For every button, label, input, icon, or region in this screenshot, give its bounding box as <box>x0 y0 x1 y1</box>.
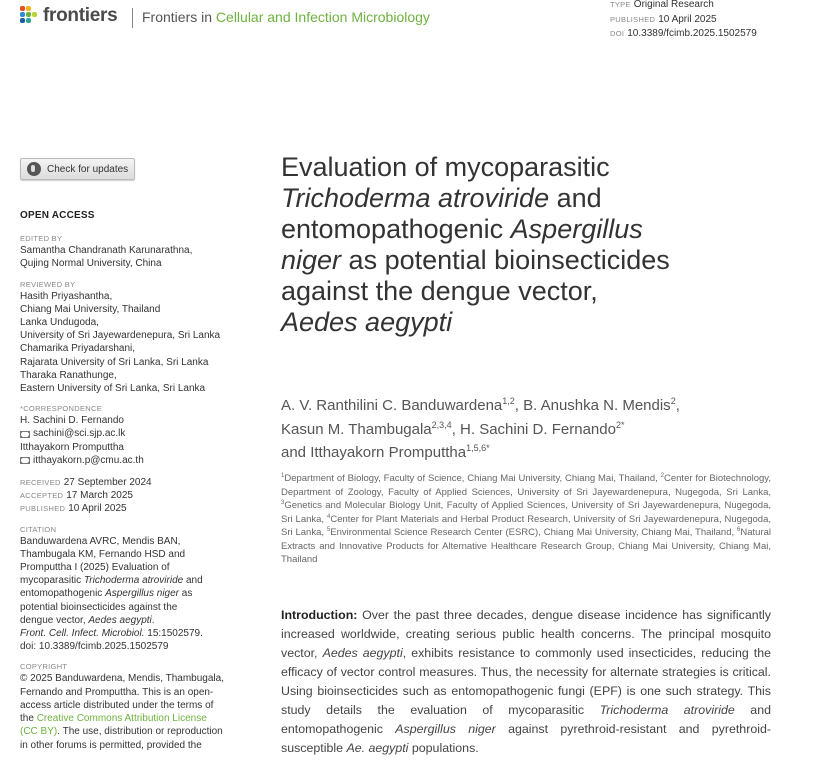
reviewer-line: Chamarika Priyadarshani, <box>20 343 136 355</box>
check-for-updates-button[interactable] <box>20 158 135 180</box>
envelope-icon <box>20 457 30 464</box>
abstract-text: Over the past three decades, dengue disease incidence has significantly increased worldwide, creating serious public health concerns. The principal mosquito vector, <box>281 608 771 660</box>
author-list <box>281 394 781 465</box>
open-access-label: OPEN ACCESS <box>20 210 95 221</box>
affil-text: Genetics and Molecular Biology Unit, Faculty of Applied Sciences, University of Sri Jayewardenepura, Nugegoda, Sri Lanka, <box>281 500 771 525</box>
meta-type-value: Original Research <box>633 0 714 10</box>
affil-number: 1 <box>281 472 285 479</box>
author-affil-sup: 1,5,6* <box>466 443 490 453</box>
reviewer-line: Rajarata University of Sri Lanka, Sri Lanka <box>20 356 209 368</box>
copyright-line <box>20 712 242 725</box>
edited-by-heading: EDITED BY <box>20 234 63 244</box>
frontiers-logo[interactable] <box>20 5 117 27</box>
author-name[interactable]: Kasun M. Thambugala <box>281 420 432 438</box>
citation-line: Thambugala KM, Fernando HSD and <box>20 548 186 560</box>
citation-line <box>20 627 242 640</box>
email-2-text: itthayakorn.p@cmu.ac.th <box>33 454 144 466</box>
reviewed-by-heading: REVIEWED BY <box>20 279 76 289</box>
correspondent-name-1: H. Sachini D. Fernando <box>20 415 124 427</box>
citation-line <box>20 587 242 600</box>
accepted-line <box>20 489 242 502</box>
dates-block <box>20 476 242 516</box>
author-name[interactable]: A. V. Ranthilini C. Banduwardena <box>281 397 503 414</box>
citation-text: entomopathogenic <box>20 588 106 600</box>
header-divider <box>132 8 133 28</box>
author-name[interactable]: and Itthayakorn Promputtha <box>281 444 467 461</box>
citation-journal: Front. Cell. Infect. Microbiol. <box>20 628 145 640</box>
reviewer-line: Tharaka Ranathunge, <box>20 369 117 381</box>
citation-line: Banduwardena AVRC, Mendis BAN, <box>20 535 181 547</box>
abstract-text: and entomopathogenic <box>281 703 771 736</box>
cc-license-link[interactable]: Creative Commons Attribution License <box>36 713 207 725</box>
title-part: Evaluation of mycoparasitic <box>281 152 610 182</box>
author-name[interactable]: , B. Anushka N. Mendis <box>514 397 671 414</box>
copyright-text: . The use, distribution or reproduction <box>57 726 223 738</box>
citation-text: dengue vector, <box>20 614 89 626</box>
copyright-line: access article distributed under the terms of <box>20 699 214 711</box>
received-date: 27 September 2024 <box>63 477 152 489</box>
accepted-date: 17 March 2025 <box>66 490 133 502</box>
abstract-label: Introduction: <box>281 608 358 622</box>
email-1-text: sachini@sci.sjp.ac.lk <box>33 428 126 440</box>
meta-published-value: 10 April 2025 <box>658 13 717 25</box>
author-sep: , <box>675 397 680 414</box>
published-date: 10 April 2025 <box>68 503 127 515</box>
citation-text: and <box>183 575 203 587</box>
meta-type-line <box>610 0 757 13</box>
received-line <box>20 476 242 489</box>
envelope-icon <box>20 431 30 438</box>
frontiers-wordmark: frontiers <box>43 5 118 26</box>
title-part: against the dengue vector, <box>281 276 598 306</box>
citation-species: Aedes aegypti <box>88 614 152 626</box>
meta-published-line <box>610 13 757 28</box>
abstract-text: populations. <box>408 741 479 755</box>
crossmark-icon <box>27 162 41 176</box>
received-label: RECEIVED <box>20 478 61 488</box>
citation-line <box>20 614 242 627</box>
reviewer-line: Hasith Priyashantha, <box>20 290 113 302</box>
meta-type-label: TYPE <box>610 0 631 9</box>
journal-title[interactable] <box>142 9 430 25</box>
citation-line: Promputtha I (2025) Evaluation of <box>20 562 170 574</box>
affil-text: Environmental Science Research Center (ESRC), Chiang Mai University, Chiang Mai, Thailand, <box>330 527 738 538</box>
citation-heading: CITATION <box>20 524 57 534</box>
abstract-species: Trichoderma atroviride <box>599 703 735 717</box>
affil-number: 3 <box>281 499 285 506</box>
citation-line: potential bioinsecticides against the <box>20 601 178 613</box>
abstract-species: Ae. aegypti <box>346 741 409 755</box>
article-sidebar <box>20 209 242 761</box>
published-line <box>20 502 242 515</box>
citation-text: as <box>179 588 193 600</box>
check-for-updates-label: Check for updates <box>47 163 129 175</box>
meta-published-label: PUBLISHED <box>610 14 656 24</box>
affil-number: 5 <box>326 526 331 533</box>
affil-text: Natural Extracts and Innovative Products for Alternative Healthcare Research Group, Chiang Mai University, Chiang Mai, Thailand <box>281 527 771 565</box>
journal-prefix: Frontiers in <box>142 9 213 25</box>
author-name[interactable]: , H. Sachini D. Fernando <box>451 420 616 438</box>
copyright-line: © 2025 Banduwardena, Mendis, Thambugala, <box>20 673 224 685</box>
meta-doi-label: DOI <box>610 29 625 38</box>
affil-number: 4 <box>327 513 331 520</box>
copyright-block <box>20 662 242 751</box>
title-species: Aspergillus <box>510 214 643 244</box>
title-species: Trichoderma atroviride <box>281 183 550 213</box>
title-species: Aedes aegypti <box>281 307 453 337</box>
editor-name: Samantha Chandranath Karunarathna, <box>20 245 193 257</box>
copyright-heading: COPYRIGHT <box>20 662 68 672</box>
citation-species: Trichoderma atroviride <box>83 575 184 587</box>
abstract-text: , exhibits resistance to commonly used insecticides, reducing the efficacy of vector control measures. Thus, the necessity for alternate strategies is critical. Using bioinsecticides such as entomopathogenic fungi (EPF) is one such strategy. This study details the evaluation of mycoparasitic <box>281 646 772 717</box>
affil-text: Department of Biology, Faculty of Science, Chiang Mai University, Chiang Mai, Thailand, <box>284 473 661 484</box>
author-affil-sup: 2,3,4 <box>431 419 452 430</box>
copyright-text: the <box>20 713 37 725</box>
accepted-label: ACCEPTED <box>20 491 64 501</box>
citation-volume: 15:1502579. <box>144 628 203 640</box>
meta-doi-link[interactable]: 10.3389/fcimb.2025.1502579 <box>627 28 757 39</box>
meta-doi-line <box>610 27 757 42</box>
reviewer-line: Chiang Mai University, Thailand <box>20 303 161 315</box>
editor-affiliation: Qujing Normal University, China <box>20 258 162 270</box>
citation-doi[interactable]: doi: 10.3389/fcimb.2025.1502579 <box>20 641 169 653</box>
copyright-line: in other forums is permitted, provided the <box>20 739 202 751</box>
citation-block <box>20 525 242 654</box>
correspondence-heading: *CORRESPONDENCE <box>20 404 103 414</box>
reviewer-line: Eastern University of Sri Lanka, Sri Lanka <box>20 383 206 395</box>
title-part: entomopathogenic <box>281 214 511 244</box>
author-affil-sup: 1,2 <box>502 396 515 406</box>
edited-by-block <box>20 234 242 270</box>
abstract-species: Aspergillus niger <box>395 722 496 736</box>
reviewer-line: University of Sri Jayewardenepura, Sri Lanka <box>20 330 221 342</box>
abstract-species: Aedes aegypti <box>322 646 403 660</box>
correspondent-email-2[interactable] <box>20 454 242 467</box>
affil-text: Center for Plant Materials and Herbal Product Research, University of Sri Jayewardenepura, Nugegoda, Sri Lanka, <box>281 513 772 538</box>
citation-line <box>20 574 242 587</box>
correspondent-name-2: Itthayakorn Promputtha <box>20 441 124 453</box>
reviewer-line: Lanka Undugoda, <box>20 317 99 329</box>
reviewed-by-block <box>20 280 242 396</box>
published-label: PUBLISHED <box>20 504 66 514</box>
copyright-line <box>20 725 242 738</box>
affil-number: 6 <box>737 526 741 533</box>
citation-text: mycoparasitic <box>20 575 84 587</box>
citation-text: . <box>151 614 155 626</box>
frontiers-logo-icon <box>20 6 38 26</box>
affil-text: Center for Biotechnology, Department of Zoology, Faculty of Applied Sciences, University of Sri Jayewardenepura, Nugegoda, Sri Lanka, <box>281 473 771 498</box>
affil-number: 2 <box>660 472 664 479</box>
author-affil-sup: 2 <box>670 396 676 406</box>
citation-species: Aspergillus niger <box>105 588 180 600</box>
copyright-line: Fernando and Promputtha. This is an open- <box>20 686 214 698</box>
article-meta <box>610 0 757 42</box>
abstract-introduction <box>281 606 771 758</box>
title-part: and <box>549 183 602 213</box>
correspondence-block <box>20 404 242 467</box>
author-affil-sup: 2* <box>615 419 625 430</box>
cc-by-link[interactable]: (CC BY) <box>20 726 58 738</box>
title-species: niger <box>281 245 342 275</box>
affiliations <box>281 472 771 567</box>
correspondent-email-1[interactable] <box>20 427 242 440</box>
article-title <box>281 152 781 338</box>
title-part: as potential bioinsecticides <box>341 245 670 275</box>
journal-name: Cellular and Infection Microbiology <box>215 9 430 25</box>
abstract-text: against pyrethroid-resistant and pyrethroid-susceptible <box>281 722 771 755</box>
